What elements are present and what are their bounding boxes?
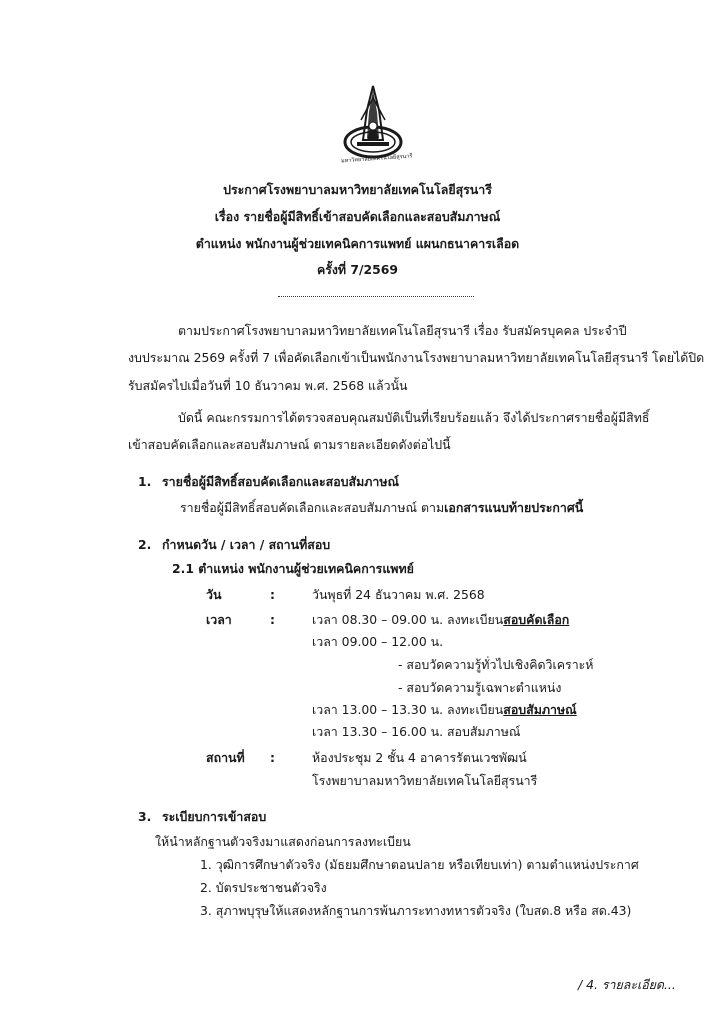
- section-3-intro: ให้นำหลักฐานตัวจริงมาแสดงก่อนการลงทะเบียน: [155, 834, 411, 849]
- time-slot-2-item: - สอบวัดความรู้เฉพาะตำแหน่ง: [398, 680, 562, 695]
- announcement-title: ประกาศโรงพยาบาลมหาวิทยาลัยเทคโนโลยีสุรนารี: [223, 182, 492, 197]
- section-1-number: 1.: [138, 474, 152, 489]
- emblem-caption: มหาวิทยาลัยเทคโนโลยีสุรนารี: [340, 153, 413, 165]
- announcement-number: ครั้งที่ 7/2569: [316, 262, 399, 277]
- section-3-item: 1. วุฒิการศึกษาตัวจริง (มัธยมศึกษาตอนปลาย หรือเทียบเท่า) ตามตำแหน่งประกาศ: [200, 857, 639, 872]
- place-label: สถานที่: [206, 750, 245, 765]
- time-slot-2: เวลา 09.00 – 12.00 น.: [312, 634, 444, 649]
- time-label: เวลา: [206, 612, 232, 627]
- section-2-1-title: 2.1 ตำแหน่ง พนักงานผู้ช่วยเทคนิคการแพทย์: [172, 561, 414, 576]
- intro-paragraph-line: บัดนี้ คณะกรรมการได้ตรวจสอบคุณสมบัติเป็นที่เรียบร้อยแล้ว จึงได้ประกาศรายชื่อผู้มีสิทธิ์: [178, 410, 650, 425]
- intro-paragraph-line: เข้าสอบคัดเลือกและสอบสัมภาษณ์ ตามรายละเอียดดังต่อไปนี้: [128, 437, 451, 452]
- section-1-text-plain: รายชื่อผู้มีสิทธิ์สอบคัดเลือกและสอบสัมภาษณ์ ตาม: [180, 500, 445, 515]
- section-1-text-bold: เอกสารแนบท้ายประกาศนี้: [444, 500, 584, 515]
- time-slot-2-item: - สอบวัดความรู้ทั่วไปเชิงคิดวิเคราะห์: [398, 657, 594, 672]
- announcement-subject: เรื่อง รายชื่อผู้มีสิทธิ์เข้าสอบคัดเลือกและสอบสัมภาษณ์: [214, 209, 501, 224]
- section-3-item: 2. บัตรประชาชนตัวจริง: [200, 880, 327, 895]
- time-slot-3-text: เวลา 13.00 – 13.30 น. ลงทะเบียน: [312, 702, 504, 717]
- time-slot-3: [312, 702, 577, 718]
- place-value-line: โรงพยาบาลมหาวิทยาลัยเทคโนโลยีสุรนารี: [312, 773, 538, 788]
- header-divider: [278, 296, 474, 297]
- time-slot-1-emphasis: สอบคัดเลือก: [503, 612, 570, 627]
- time-slot-1: [312, 612, 569, 628]
- intro-paragraph-line: ตามประกาศโรงพยาบาลมหาวิทยาลัยเทคโนโลยีสุรนารี เรื่อง รับสมัครบุคคล ประจำปี: [178, 323, 627, 338]
- university-emblem-icon: [327, 80, 427, 180]
- time-slot-4: เวลา 13.30 – 16.00 น. สอบสัมภาษณ์: [312, 724, 521, 739]
- continue-note: / 4. รายละเอียด...: [578, 977, 676, 992]
- place-colon: :: [270, 750, 275, 765]
- section-2-title: กำหนดวัน / เวลา / สถานที่สอบ: [162, 537, 331, 552]
- section-1-text: [180, 500, 583, 516]
- place-value-line: ห้องประชุม 2 ชั้น 4 อาคารรัตนเวชพัฒน์: [312, 750, 527, 765]
- intro-paragraph-line: รับสมัครไปเมื่อวันที่ 10 ธันวาคม พ.ศ. 2568 แล้วนั้น: [128, 378, 408, 393]
- day-value: วันพุธที่ 24 ธันวาคม พ.ศ. 2568: [312, 587, 485, 602]
- time-slot-1-text: เวลา 08.30 – 09.00 น. ลงทะเบียน: [312, 612, 504, 627]
- intro-paragraph-line: งบประมาณ 2569 ครั้งที่ 7 เพื่อคัดเลือกเข้าเป็นพนักงานโรงพยาบาลมหาวิทยาลัยเทคโนโลยีสุรนารี โดยได้ปิด: [128, 350, 705, 365]
- section-3-item: 3. สุภาพบุรุษให้แสดงหลักฐานการพ้นภาระทางทหารตัวจริง (ใบสด.8 หรือ สด.43): [200, 903, 632, 918]
- time-slot-3-emphasis: สอบสัมภาษณ์: [503, 702, 577, 717]
- section-3-title: ระเบียบการเข้าสอบ: [162, 809, 267, 824]
- day-colon: :: [270, 587, 275, 602]
- day-label: วัน: [206, 587, 222, 602]
- section-3-number: 3.: [138, 809, 152, 824]
- section-2-number: 2.: [138, 537, 152, 552]
- time-colon: :: [270, 612, 275, 627]
- announcement-position: ตำแหน่ง พนักงานผู้ช่วยเทคนิคการแพทย์ แผนกธนาคารเลือด: [195, 236, 520, 251]
- section-1-title: รายชื่อผู้มีสิทธิ์สอบคัดเลือกและสอบสัมภาษณ์: [162, 474, 400, 489]
